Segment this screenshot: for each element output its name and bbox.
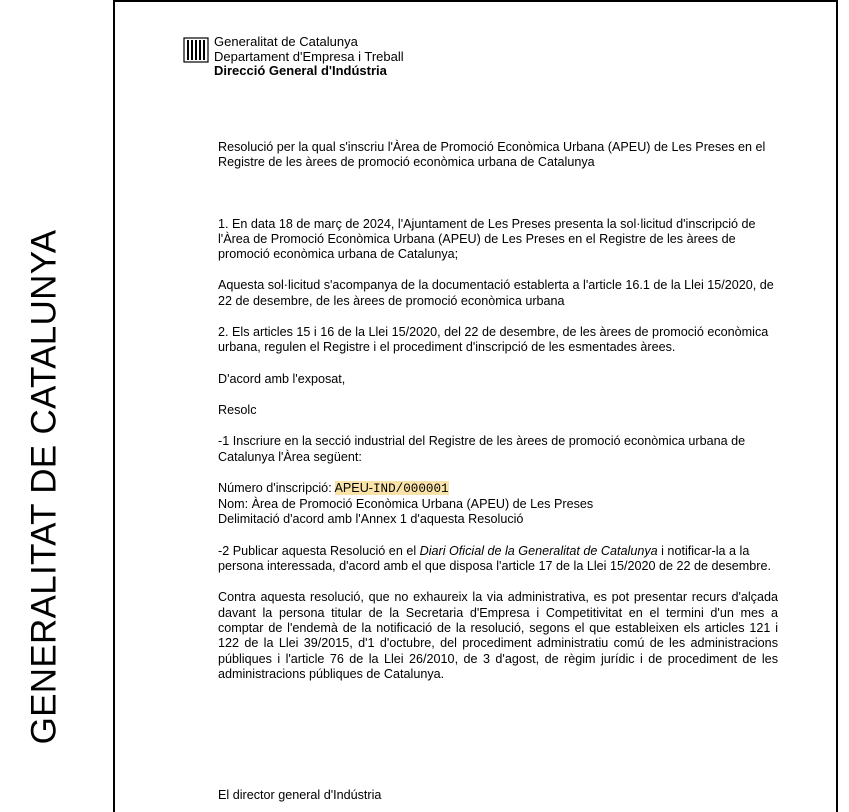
generalitat-stripes-icon — [183, 37, 209, 63]
registration-prefix: APEU- — [334, 480, 373, 495]
p7-italic: Diari Oficial de la Generalitat de Catalunya — [419, 543, 658, 558]
registration-code: IND/000001 — [373, 481, 449, 496]
p7-end: i notificar-la a la persona interessada, d'acord amb el que disposa l'article 17 de la Llei 15/2020 de 22 de desembre. — [218, 543, 771, 574]
paragraph-7 — [218, 544, 778, 575]
paragraph-2: Aquesta sol·licitud s'acompanya de la documentació establerta a l'article 16.1 de la Llei 15/2020, de 22 de desembre, de les àrees de promoció econòmica urbana — [218, 278, 774, 308]
p7-start: -2 Publicar aquesta Resolució en el — [218, 543, 420, 558]
paragraph-4: D'acord amb l'exposat, — [218, 371, 346, 386]
document-body — [218, 140, 778, 682]
registration-number-line — [218, 481, 778, 497]
paragraph-appeal: Contra aquesta resolució, que no exhaureix la via administrativa, es pot presentar recurs d'alçada davant la persona titular de la Secretaria d'Empresa i Competitivitat en el termini d'un mes a comptar de l'endemà de la notificació de la resolució, segons el que estableixen els articles 121 i 122 de la Llei 39/2015, d'1 d'octubre, del procediment administratiu comú de les administracions públiques i l'article 76 de la Llei 26/2010, de 3 d'agost, de règim jurídic i de procediment de les administracions públiques de Catalunya. — [218, 590, 778, 681]
org-name: Generalitat de Catalunya — [214, 34, 358, 49]
sidebar-text: GENERALITAT DE CATALUNYA — [24, 229, 63, 744]
directorate-name: Direcció General d'Indústria — [214, 63, 387, 78]
paragraph-6: -1 Inscriure en la secció industrial del Registre de les àrees de promoció econòmica urbana de Catalunya l'Àrea següent: — [218, 434, 746, 464]
signature-line: El director general d'Indústria — [218, 788, 382, 802]
paragraph-resolc: Resolc — [218, 402, 257, 417]
department-name: Departament d'Empresa i Treball — [214, 48, 404, 64]
document-title: Resolució per la qual s'inscriu l'Àrea de Promoció Econòmica Urbana (APEU) de Les Preses en el Registre de les àrees de promoció econòmica urbana de Catalunya — [218, 140, 766, 170]
registration-label: Número d'inscripció: — [218, 480, 335, 495]
area-name-line: Nom: Àrea de Promoció Econòmica Urbana (APEU) de Les Preses — [218, 497, 594, 512]
delimitation-line: Delimitació d'acord amb l'Annex 1 d'aquesta Resolució — [218, 512, 524, 527]
document-page — [113, 0, 838, 812]
paragraph-1: 1. En data 18 de març de 2024, l'Ajuntament de Les Preses presenta la sol·licitud d'inscripció de l'Àrea de Promoció Econòmica Urbana (APEU) de Les Preses en el Registre de les àrees de promoció econòmica urbana de Catalunya; — [218, 216, 756, 262]
sidebar-vertical-title — [20, 213, 68, 760]
paragraph-3: 2. Els articles 15 i 16 de la Llei 15/2020, del 22 de desembre, de les àrees de promoció econòmica urbana, regulen el Registre i el procediment d'inscripció de les esmentades àrees. — [218, 325, 769, 355]
registration-number — [335, 481, 449, 495]
